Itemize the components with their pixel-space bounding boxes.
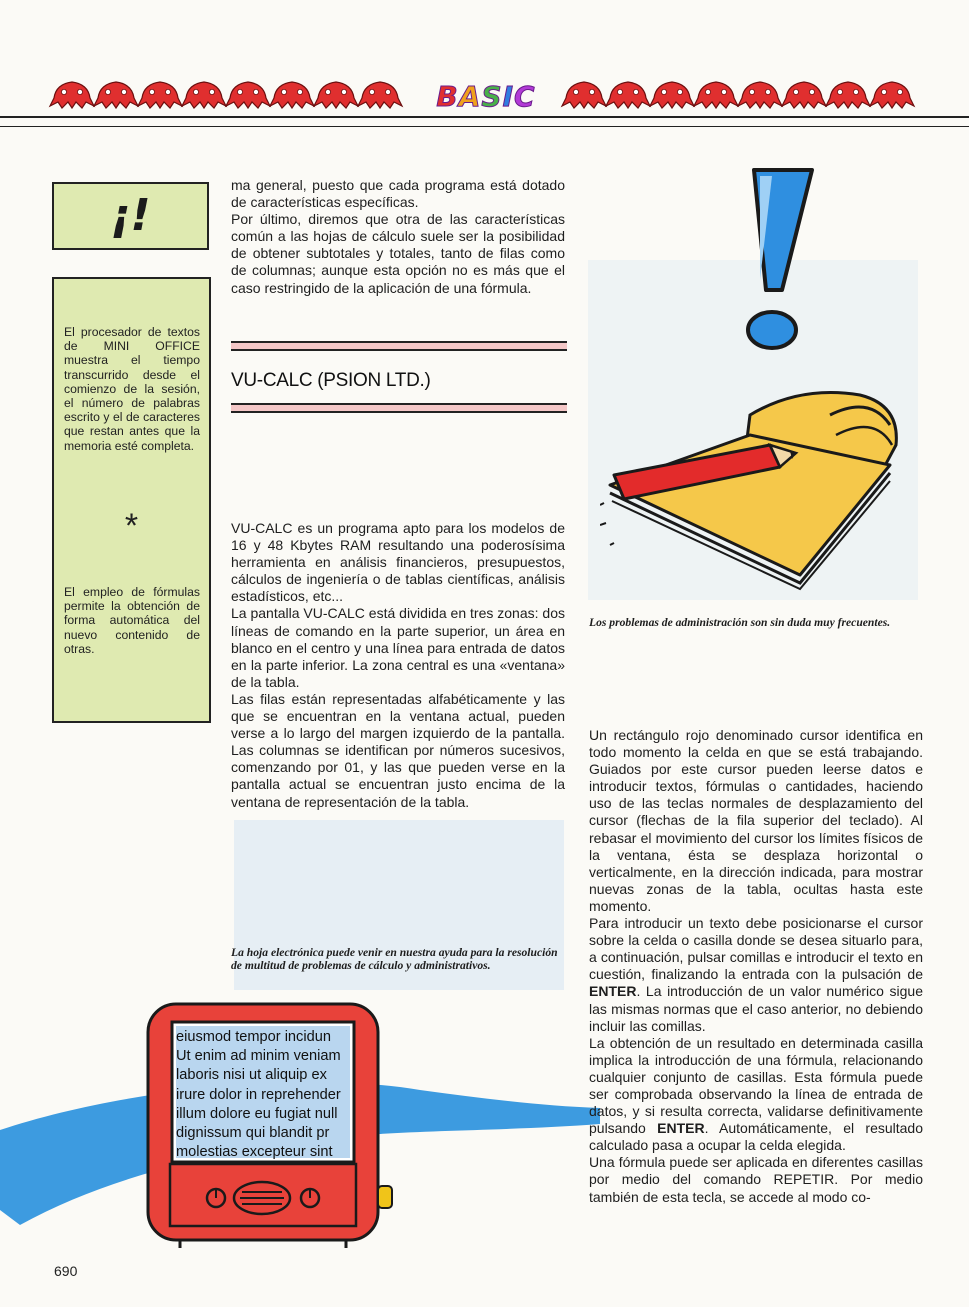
- paragraph: ma general, puesto que cada programa está dotado de características específicas.: [231, 177, 565, 211]
- text-run: . Automáticamente, el resultado calculado pasa a ocupar la celda elegida.: [589, 1120, 924, 1154]
- exclamation-illustration: [720, 160, 830, 360]
- sidebar-note-1: El procesador de textos de MINI OFFICE muestra el tiempo transcurrido desde el comienzo de la sesión, el número de palabras escrito y el de caracteres que restan antes que la memoria esté completa.: [64, 325, 200, 453]
- tv-screen-line: molestias excepteur sint: [176, 1144, 333, 1160]
- header-basic-logo: [436, 80, 536, 114]
- paragraph: Las filas están representadas alfabéticamente y las que se encuentran en la ventana actual, pueden verse a lo largo del margen izquierdo de la pantalla. Las columnas se identifican por números sucesivos, comenzando por 01, y las que pueden verse en la pantalla actual se encuentran justo encima de la ventana de representación de la tabla.: [231, 690, 565, 810]
- sidebar-note-2: El empleo de fórmulas permite la obtención de forma automática del nuevo contenido de otras.: [64, 585, 200, 656]
- tv-screen-line: irure dolor in reprehender: [176, 1086, 341, 1103]
- paragraph: VU-CALC es un programa apto para los modelos de 16 y 48 Kbytes RAM resultando una poderosísima herramienta en análisis financieros, presupuestos, cálculos de ingeniería o de tablas científicas, análisis estadísticos, etc...: [231, 520, 565, 605]
- sidebar-notes-box: [52, 277, 211, 723]
- exclaim-mark: ¡!: [110, 190, 151, 241]
- paragraph: Un rectángulo rojo denominado cursor identifica en todo momento la celda en que se está trabajando. Guiados por este cursor pueden leerse datos e introducir textos, fórmulas o cantidades, haciendo uso de las teclas normales de desplazamiento del cursor (flechas de la fila superior del teclado). Al rebasar el movimiento del cursor los límites físicos de la ventana, ésta se desplaza horizontal o verticalmente, en la dirección indicada, para mostrar nuevas zonas de la tabla, ocultas hasta este momento.: [589, 727, 923, 914]
- space-invader-icon: [826, 82, 870, 108]
- tv-screen-line: dignissum qui blandit pr: [176, 1125, 330, 1142]
- text-run: Para introducir un texto debe posicionarse el cursor sobre la celda o casilla donde se desea situarlo para, a continuación, pulsar comillas e introducir el texto en cuestión, finalizando la entrada con la pulsación de: [589, 915, 923, 983]
- space-invader-icon: [50, 82, 94, 108]
- key-enter: ENTER: [589, 983, 637, 1000]
- space-invader-icon: [270, 82, 314, 108]
- basic-logo-letter: S: [481, 80, 503, 113]
- middle-intro-text: [231, 177, 565, 297]
- section-title: VU-CALC (PSION LTD.): [231, 370, 431, 391]
- space-invader-icon: [314, 82, 358, 108]
- basic-logo-letter: C: [514, 80, 536, 113]
- basic-logo-letter: I: [502, 80, 515, 113]
- figure-caption-notepad: Los problemas de administración son sin duda muy frecuentes.: [589, 616, 891, 629]
- tv-screen-text: [176, 1028, 350, 1160]
- key-enter: ENTER: [657, 1120, 705, 1137]
- section-rule-bottom: [231, 403, 567, 413]
- notepad-illustration: [600, 375, 920, 595]
- paragraph: [589, 915, 923, 1035]
- tv-screen-line: eiusmod tempor incidun: [176, 1029, 331, 1045]
- space-invader-icon: [694, 82, 738, 108]
- exclaim-box: [52, 182, 209, 250]
- space-invader-icon: [94, 82, 138, 108]
- space-invader-icon: [870, 82, 914, 108]
- space-invader-icon: [782, 82, 826, 108]
- space-invader-icon: [650, 82, 694, 108]
- paragraph: La pantalla VU-CALC está dividida en tres zonas: dos líneas de comando en la parte superior, un área en blanco en el centro y una línea para entrada de datos en la parte inferior. La zona central es una «ventana» de la tabla.: [231, 605, 565, 690]
- figure-caption-tv: La hoja electrónica puede venir en nuestra ayuda para la resolución de multitud de problemas de cálculo y administrativos.: [231, 946, 558, 973]
- paragraph: Por último, diremos que otra de las características común a las hojas de cálculo suele ser la posibilidad de obtener subtotales y totales, tanto de filas como de columnas; aunque esta opción no es más que el caso restringido de la aplicación de una fórmula.: [231, 211, 565, 296]
- middle-body-text: [231, 520, 565, 811]
- paragraph: Una fórmula puede ser aplicada en diferentes casillas por medio del comando REPETIR. Por medio también de esta tecla, se accede al modo co-: [589, 1154, 923, 1205]
- space-invader-icon: [226, 82, 270, 108]
- header-rule: [0, 116, 969, 118]
- tv-screen-line: laboris nisi ut aliquip ex: [176, 1067, 327, 1084]
- space-invader-icon: [738, 82, 782, 108]
- header-rule-thin: [0, 126, 969, 127]
- space-invader-icon: [358, 82, 402, 108]
- space-invader-icon: [562, 82, 606, 108]
- right-body-text: [589, 727, 923, 1206]
- asterisk-icon: *: [124, 507, 139, 545]
- basic-logo-letter: B: [436, 80, 459, 113]
- tv-screen-line: Ut enim ad minim veniam: [176, 1048, 341, 1065]
- page-number: 690: [54, 1263, 78, 1279]
- space-invader-icon: [182, 82, 226, 108]
- basic-logo-letter: A: [458, 80, 482, 113]
- text-run: La obtención de un resultado en determinada casilla implica la introducción de una fórmula, relacionando cualquier conjunto de casillas. Esta fórmula puede ser comprobada observando la línea de entrada de datos, y si resulta correcta, validarse definitivamente pulsando: [589, 1034, 923, 1137]
- paragraph: [589, 1035, 923, 1155]
- space-invader-icon: [606, 82, 650, 108]
- tv-screen-line: illum dolore eu fugiat null: [176, 1105, 338, 1122]
- space-invader-icon: [138, 82, 182, 108]
- section-rule-top: [231, 341, 567, 351]
- text-run: . La introducción de un valor numérico sigue las mismas normas que el caso anterior, no debiendo incluir las comillas.: [589, 983, 923, 1034]
